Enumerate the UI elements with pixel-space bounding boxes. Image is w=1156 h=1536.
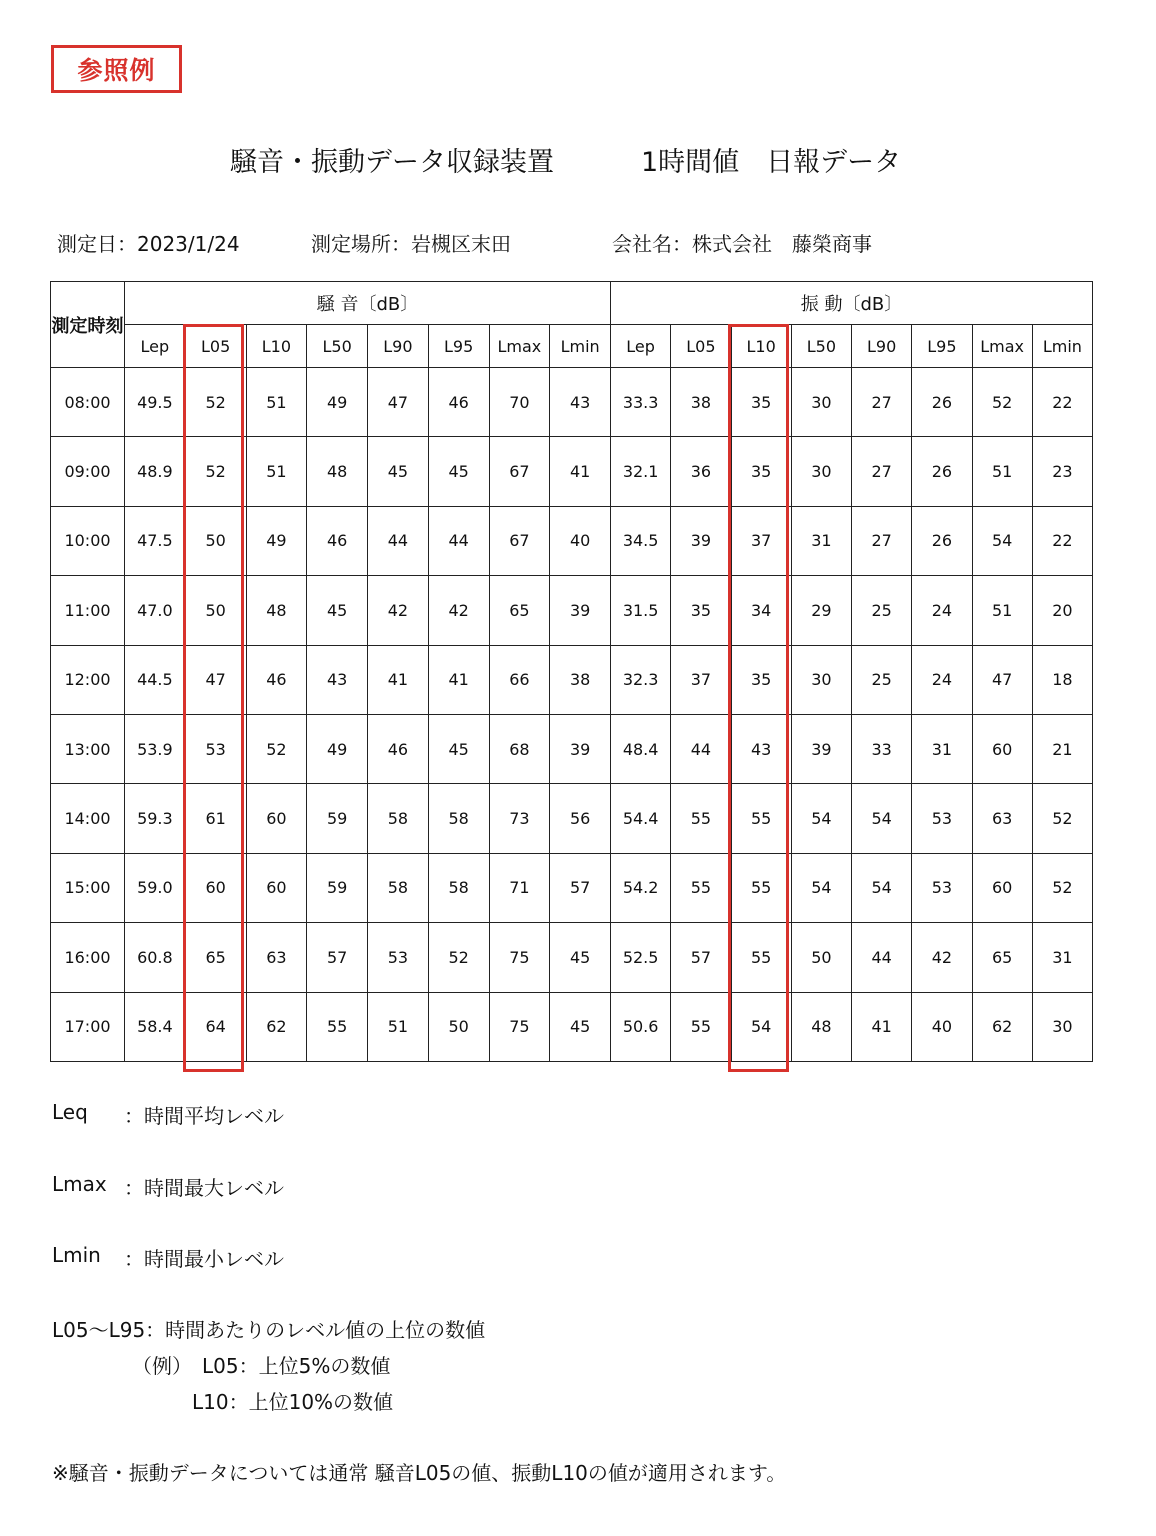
noise-col-header: Lmax (489, 325, 550, 368)
vibration-value-cell: 30 (791, 645, 851, 714)
vibration-value-cell: 30 (1032, 992, 1092, 1061)
noise-value-cell: 41 (428, 645, 489, 714)
table-row (51, 714, 1093, 783)
vibration-value-cell: 62 (972, 992, 1032, 1061)
noise-value-cell: 52 (185, 437, 246, 506)
time-cell: 11:00 (51, 576, 125, 645)
noise-value-cell: 57 (550, 853, 611, 922)
noise-value-cell: 58 (428, 853, 489, 922)
noise-value-cell: 49 (307, 368, 368, 437)
noise-value-cell: 49.5 (125, 368, 186, 437)
vibration-col-header: L50 (791, 325, 851, 368)
vibration-group-header: 振 動〔dB〕 (611, 282, 1093, 325)
noise-value-cell: 59 (307, 853, 368, 922)
noise-value-cell: 45 (368, 437, 429, 506)
noise-value-cell: 47.0 (125, 576, 186, 645)
noise-value-cell: 59.0 (125, 853, 186, 922)
noise-value-cell: 75 (489, 923, 550, 992)
vibration-value-cell: 53 (912, 853, 972, 922)
noise-value-cell: 49 (307, 714, 368, 783)
table-row (51, 923, 1093, 992)
noise-col-header: L95 (428, 325, 489, 368)
time-cell: 08:00 (51, 368, 125, 437)
vibration-value-cell: 27 (852, 506, 912, 575)
reference-example-stamp: 参照例 (51, 45, 182, 93)
noise-value-cell: 39 (550, 576, 611, 645)
time-cell: 15:00 (51, 853, 125, 922)
noise-col-header: Lmin (550, 325, 611, 368)
note-example-l05: （例） L05：上位5%の数値 (132, 1354, 391, 1378)
vibration-value-cell: 35 (731, 437, 791, 506)
report-title (0, 140, 1156, 184)
noise-value-cell: 50 (185, 506, 246, 575)
vibration-value-cell: 60 (972, 714, 1032, 783)
vibration-value-cell: 23 (1032, 437, 1092, 506)
vibration-value-cell: 34 (731, 576, 791, 645)
noise-value-cell: 53.9 (125, 714, 186, 783)
vibration-value-cell: 60 (972, 853, 1032, 922)
vibration-value-cell: 54 (791, 853, 851, 922)
noise-value-cell: 70 (489, 368, 550, 437)
vibration-value-cell: 21 (1032, 714, 1092, 783)
note-leq-desc: ：時間平均レベル (124, 1104, 284, 1128)
noise-value-cell: 41 (550, 437, 611, 506)
time-cell: 09:00 (51, 437, 125, 506)
noise-col-header: L05 (185, 325, 246, 368)
footnote: ※騒音・振動データについては通常 騒音L05の値、振動L10の値が適用されます。 (52, 1461, 787, 1485)
noise-value-cell: 44 (368, 506, 429, 575)
time-cell: 13:00 (51, 714, 125, 783)
table-row (51, 437, 1093, 506)
table-row (51, 645, 1093, 714)
table-row (51, 784, 1093, 853)
noise-value-cell: 42 (428, 576, 489, 645)
vibration-value-cell: 36 (671, 437, 731, 506)
noise-value-cell: 59 (307, 784, 368, 853)
noise-value-cell: 49 (246, 506, 307, 575)
title-sub: 1時間値 日報データ (641, 147, 902, 178)
noise-value-cell: 57 (307, 923, 368, 992)
vibration-value-cell: 30 (791, 437, 851, 506)
noise-value-cell: 58 (428, 784, 489, 853)
vibration-value-cell: 22 (1032, 368, 1092, 437)
noise-value-cell: 58.4 (125, 992, 186, 1061)
vibration-value-cell: 24 (912, 645, 972, 714)
vibration-value-cell: 37 (731, 506, 791, 575)
noise-value-cell: 60 (246, 784, 307, 853)
noise-value-cell: 52 (428, 923, 489, 992)
noise-value-cell: 50 (428, 992, 489, 1061)
vibration-value-cell: 54 (731, 992, 791, 1061)
noise-value-cell: 60 (246, 853, 307, 922)
noise-value-cell: 60.8 (125, 923, 186, 992)
time-cell: 14:00 (51, 784, 125, 853)
noise-value-cell: 41 (368, 645, 429, 714)
vibration-value-cell: 39 (671, 506, 731, 575)
vibration-value-cell: 44 (852, 923, 912, 992)
noise-value-cell: 50 (185, 576, 246, 645)
vibration-value-cell: 52 (1032, 853, 1092, 922)
noise-value-cell: 39 (550, 714, 611, 783)
vibration-value-cell: 55 (731, 923, 791, 992)
vibration-value-cell: 55 (731, 853, 791, 922)
vibration-value-cell: 65 (972, 923, 1032, 992)
meta-company: 会社名：株式会社 藤榮商事 (612, 232, 872, 256)
vibration-value-cell: 27 (852, 437, 912, 506)
noise-value-cell: 43 (307, 645, 368, 714)
table-row (51, 576, 1093, 645)
vibration-value-cell: 37 (671, 645, 731, 714)
vibration-value-cell: 55 (731, 784, 791, 853)
vibration-value-cell: 55 (671, 992, 731, 1061)
noise-col-header: L10 (246, 325, 307, 368)
note-leq-key: Leq (52, 1100, 88, 1124)
vibration-value-cell: 31.5 (611, 576, 671, 645)
vibration-value-cell: 51 (972, 576, 1032, 645)
noise-value-cell: 68 (489, 714, 550, 783)
noise-value-cell: 55 (307, 992, 368, 1061)
note-range: L05～L95：時間あたりのレベル値の上位の数値 (52, 1318, 486, 1342)
noise-value-cell: 48.9 (125, 437, 186, 506)
vibration-col-header: Lmin (1032, 325, 1092, 368)
noise-group-header: 騒 音〔dB〕 (125, 282, 611, 325)
time-cell: 12:00 (51, 645, 125, 714)
noise-value-cell: 66 (489, 645, 550, 714)
noise-value-cell: 45 (550, 923, 611, 992)
vibration-value-cell: 57 (671, 923, 731, 992)
vibration-value-cell: 54 (791, 784, 851, 853)
vibration-value-cell: 54.2 (611, 853, 671, 922)
noise-value-cell: 47 (368, 368, 429, 437)
vibration-value-cell: 35 (731, 368, 791, 437)
note-lmin-key: Lmin (52, 1243, 101, 1267)
vibration-col-header: L10 (731, 325, 791, 368)
noise-value-cell: 52 (185, 368, 246, 437)
vibration-value-cell: 55 (671, 784, 731, 853)
time-cell: 10:00 (51, 506, 125, 575)
noise-value-cell: 62 (246, 992, 307, 1061)
vibration-value-cell: 35 (731, 645, 791, 714)
noise-value-cell: 46 (428, 368, 489, 437)
vibration-value-cell: 55 (671, 853, 731, 922)
column-header-row (51, 325, 1093, 368)
vibration-value-cell: 30 (791, 368, 851, 437)
noise-value-cell: 44.5 (125, 645, 186, 714)
vibration-col-header: L90 (852, 325, 912, 368)
table-row (51, 506, 1093, 575)
noise-value-cell: 43 (550, 368, 611, 437)
noise-value-cell: 71 (489, 853, 550, 922)
noise-value-cell: 58 (368, 784, 429, 853)
time-cell: 16:00 (51, 923, 125, 992)
table-row (51, 992, 1093, 1061)
vibration-value-cell: 50.6 (611, 992, 671, 1061)
vibration-value-cell: 39 (791, 714, 851, 783)
noise-value-cell: 53 (368, 923, 429, 992)
vibration-col-header: L95 (912, 325, 972, 368)
vibration-value-cell: 48.4 (611, 714, 671, 783)
noise-value-cell: 45 (307, 576, 368, 645)
vibration-value-cell: 33 (852, 714, 912, 783)
vibration-value-cell: 41 (852, 992, 912, 1061)
noise-value-cell: 53 (185, 714, 246, 783)
noise-value-cell: 73 (489, 784, 550, 853)
noise-value-cell: 60 (185, 853, 246, 922)
meta-date: 測定日：2023/1/24 (57, 232, 240, 256)
noise-value-cell: 67 (489, 506, 550, 575)
vibration-value-cell: 33.3 (611, 368, 671, 437)
vibration-value-cell: 54 (852, 784, 912, 853)
noise-value-cell: 48 (307, 437, 368, 506)
noise-value-cell: 52 (246, 714, 307, 783)
vibration-value-cell: 44 (671, 714, 731, 783)
vibration-value-cell: 63 (972, 784, 1032, 853)
noise-value-cell: 46 (368, 714, 429, 783)
vibration-col-header: Lep (611, 325, 671, 368)
vibration-value-cell: 31 (912, 714, 972, 783)
vibration-value-cell: 25 (852, 576, 912, 645)
vibration-value-cell: 52.5 (611, 923, 671, 992)
noise-value-cell: 44 (428, 506, 489, 575)
noise-value-cell: 42 (368, 576, 429, 645)
vibration-value-cell: 35 (671, 576, 731, 645)
noise-col-header: L50 (307, 325, 368, 368)
vibration-value-cell: 53 (912, 784, 972, 853)
table-row (51, 853, 1093, 922)
noise-value-cell: 51 (368, 992, 429, 1061)
noise-value-cell: 67 (489, 437, 550, 506)
vibration-value-cell: 54 (972, 506, 1032, 575)
vibration-value-cell: 29 (791, 576, 851, 645)
noise-value-cell: 45 (550, 992, 611, 1061)
noise-value-cell: 38 (550, 645, 611, 714)
vibration-col-header: Lmax (972, 325, 1032, 368)
vibration-value-cell: 32.1 (611, 437, 671, 506)
vibration-value-cell: 52 (972, 368, 1032, 437)
noise-value-cell: 56 (550, 784, 611, 853)
vibration-value-cell: 27 (852, 368, 912, 437)
group-header-row (51, 282, 1093, 325)
note-lmax-desc: ：時間最大レベル (124, 1176, 284, 1200)
note-example-l10: L10：上位10%の数値 (192, 1390, 394, 1414)
vibration-value-cell: 43 (731, 714, 791, 783)
noise-col-header: L90 (368, 325, 429, 368)
noise-value-cell: 45 (428, 437, 489, 506)
time-column-header: 測定時刻 (51, 282, 125, 368)
noise-value-cell: 64 (185, 992, 246, 1061)
vibration-value-cell: 20 (1032, 576, 1092, 645)
note-lmin-desc: ：時間最小レベル (124, 1247, 284, 1271)
hourly-data-table (50, 281, 1093, 1062)
note-lmax-key: Lmax (52, 1172, 107, 1196)
vibration-value-cell: 51 (972, 437, 1032, 506)
vibration-value-cell: 42 (912, 923, 972, 992)
noise-value-cell: 65 (489, 576, 550, 645)
noise-value-cell: 46 (307, 506, 368, 575)
noise-value-cell: 47 (185, 645, 246, 714)
title-main: 騒音・振動データ収録装置 (230, 147, 554, 178)
noise-value-cell: 48 (246, 576, 307, 645)
vibration-value-cell: 31 (1032, 923, 1092, 992)
vibration-value-cell: 40 (912, 992, 972, 1061)
vibration-value-cell: 54 (852, 853, 912, 922)
noise-value-cell: 51 (246, 437, 307, 506)
vibration-value-cell: 26 (912, 368, 972, 437)
vibration-value-cell: 25 (852, 645, 912, 714)
noise-value-cell: 59.3 (125, 784, 186, 853)
noise-value-cell: 61 (185, 784, 246, 853)
noise-col-header: Lep (125, 325, 186, 368)
table-row (51, 368, 1093, 437)
vibration-value-cell: 26 (912, 437, 972, 506)
vibration-value-cell: 47 (972, 645, 1032, 714)
noise-value-cell: 51 (246, 368, 307, 437)
table-body (51, 368, 1093, 1062)
vibration-col-header: L05 (671, 325, 731, 368)
vibration-value-cell: 48 (791, 992, 851, 1061)
vibration-value-cell: 18 (1032, 645, 1092, 714)
vibration-value-cell: 38 (671, 368, 731, 437)
vibration-value-cell: 32.3 (611, 645, 671, 714)
vibration-value-cell: 26 (912, 506, 972, 575)
noise-value-cell: 40 (550, 506, 611, 575)
vibration-value-cell: 31 (791, 506, 851, 575)
vibration-value-cell: 52 (1032, 784, 1092, 853)
noise-value-cell: 58 (368, 853, 429, 922)
vibration-value-cell: 24 (912, 576, 972, 645)
noise-value-cell: 63 (246, 923, 307, 992)
meta-place: 測定場所：岩槻区末田 (311, 232, 511, 256)
vibration-value-cell: 54.4 (611, 784, 671, 853)
vibration-value-cell: 50 (791, 923, 851, 992)
noise-value-cell: 46 (246, 645, 307, 714)
noise-value-cell: 65 (185, 923, 246, 992)
vibration-value-cell: 34.5 (611, 506, 671, 575)
vibration-value-cell: 22 (1032, 506, 1092, 575)
noise-value-cell: 45 (428, 714, 489, 783)
time-cell: 17:00 (51, 992, 125, 1061)
noise-value-cell: 75 (489, 992, 550, 1061)
noise-value-cell: 47.5 (125, 506, 186, 575)
